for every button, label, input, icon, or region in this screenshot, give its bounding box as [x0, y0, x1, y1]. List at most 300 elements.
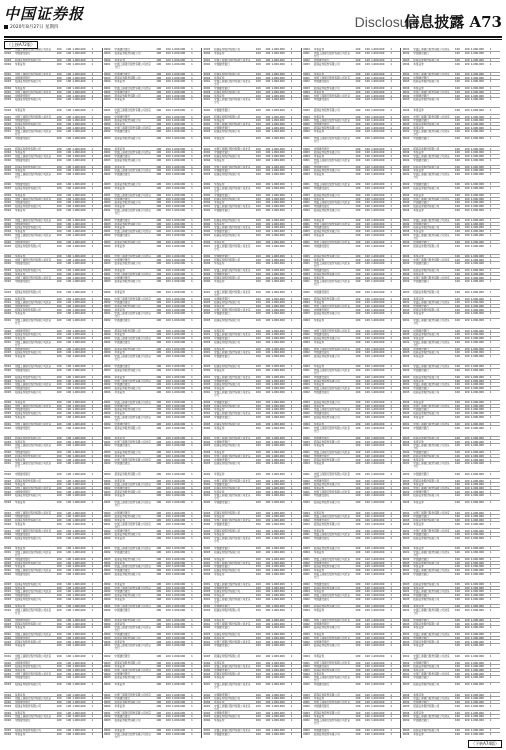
table-cell: 100 — [364, 583, 370, 587]
table-row — [303, 52, 401, 59]
table-cell: 100 — [455, 155, 460, 159]
table-cell: 招商证券股份有限公司 — [413, 537, 440, 541]
table-cell: 1 — [390, 462, 392, 466]
table-cell: 100 — [355, 369, 361, 373]
table-cell: 华泰证券 — [214, 661, 225, 665]
table-cell: 1 — [191, 329, 193, 333]
table-row — [203, 608, 301, 618]
table-row — [4, 494, 102, 501]
table-cell: 100 — [265, 408, 271, 412]
table-cell: 100 — [165, 115, 171, 119]
table-cell: 100 — [165, 219, 171, 223]
table-cell: 1 — [191, 155, 193, 159]
table-cell: 华泰证券 — [413, 565, 424, 569]
table-cell: 中国工商银行股份有限公司北京 — [114, 565, 151, 569]
table-cell: 1 — [191, 230, 193, 234]
table-cell: 1,000,000 — [171, 565, 186, 569]
table-cell: 100 — [56, 672, 62, 676]
table-cell: 100 — [364, 369, 370, 373]
table-cell: 中国工商银行股份有限公司北京 — [313, 636, 351, 640]
table-cell: 0004 — [203, 280, 211, 284]
table-cell: 1 — [489, 412, 492, 416]
table-cell: 中国建设银行 — [313, 561, 330, 565]
table-cell: 100 — [464, 618, 470, 622]
table-cell: 100 — [156, 715, 162, 719]
table-cell: 100 — [464, 222, 470, 226]
table-cell: 0003 — [203, 422, 211, 426]
table-cell: 0001 — [4, 155, 11, 159]
table-cell: 100 — [255, 387, 261, 391]
table-cell: 100 — [355, 426, 361, 430]
table-cell: 0003 — [203, 48, 211, 52]
table-row — [4, 187, 102, 194]
table-cell: 1,000,000 — [470, 319, 484, 323]
table-cell: 中国建设银行 — [14, 51, 31, 55]
table-cell: 100 — [455, 244, 460, 248]
table-cell: 100 — [165, 187, 171, 191]
table-cell: 1,000,000 — [72, 276, 86, 280]
table-cell: 华泰证券 — [114, 494, 125, 498]
table-cell: 1 — [91, 436, 94, 440]
table-row — [402, 130, 500, 137]
table-cell: 1 — [91, 697, 94, 701]
table-cell: 1,000,000 — [271, 486, 285, 490]
table-cell: 1,000,000 — [271, 529, 285, 533]
table-cell: 100 — [355, 390, 361, 394]
table-cell: 1,000,000 — [371, 226, 385, 230]
table-cell: 中国建设银行 — [214, 194, 230, 198]
table-cell: 100 — [156, 518, 162, 522]
table-cell: 中国建设银行 — [413, 618, 429, 622]
table-cell: 0004 — [303, 529, 310, 533]
table-cell: 1,000,000 — [271, 547, 285, 551]
table-cell: 1,000,000 — [470, 130, 484, 134]
table-cell: 0004 — [203, 94, 211, 98]
table-cell: 0004 — [103, 244, 111, 248]
table-cell: 100 — [355, 408, 361, 412]
table-cell: 100 — [455, 233, 460, 237]
table-cell: 1 — [390, 337, 392, 340]
table-cell: 0002 — [303, 308, 310, 312]
table-cell: 1,000,000 — [171, 661, 186, 665]
table-cell: 0001 — [103, 297, 111, 301]
table-cell: 1,000,000 — [72, 426, 86, 430]
table-cell: 1,000,000 — [72, 155, 86, 159]
table-cell: 100 — [255, 62, 261, 66]
table-cell: 1 — [489, 483, 492, 487]
table-cell: 华泰证券 — [313, 633, 325, 637]
table-cell: 100 — [355, 522, 361, 526]
table-cell: 1 — [489, 518, 492, 522]
table-cell: 100 — [364, 290, 370, 294]
table-cell: 100 — [56, 90, 62, 94]
table-cell: 1,000,000 — [371, 58, 385, 62]
table-cell: 0004 — [402, 87, 410, 91]
table-cell: 1,000,000 — [271, 272, 285, 276]
table-cell: 100 — [355, 451, 361, 455]
table-cell: 0002 — [203, 626, 211, 630]
table-cell: 100 — [156, 668, 162, 672]
table-cell: 1,000,000 — [371, 304, 385, 308]
table-cell: 华泰证券 — [413, 230, 424, 234]
table-cell: 100 — [364, 208, 370, 212]
table-cell: 1,000,000 — [171, 269, 186, 273]
table-cell: 100 — [255, 169, 261, 173]
table-cell: 1 — [191, 661, 193, 665]
table-cell: 100 — [255, 558, 261, 562]
table-cell: 1,000,000 — [271, 490, 285, 494]
table-cell: 0002 — [4, 280, 11, 284]
table-cell: 1,000,000 — [171, 390, 186, 394]
table-cell: 100 — [165, 668, 171, 672]
table-cell: 1 — [290, 590, 293, 594]
table-cell: 100 — [355, 219, 361, 223]
table-cell: 1,000,000 — [271, 48, 285, 52]
table-cell: 1 — [290, 201, 293, 205]
table-cell: 0002 — [303, 80, 310, 84]
table-cell: 1,000,000 — [72, 454, 86, 458]
table-cell: 0004 — [402, 62, 410, 66]
table-cell: 100 — [56, 222, 62, 226]
table-cell: 1 — [489, 337, 492, 340]
table-cell: 1,000,000 — [271, 483, 285, 487]
table-cell: 1,000,000 — [72, 404, 86, 408]
table-cell: 0004 — [4, 604, 11, 608]
table-cell: 0002 — [402, 472, 410, 476]
table-cell: 1,000,000 — [171, 147, 186, 151]
table-cell: 0001 — [303, 472, 310, 476]
table-cell: 0002 — [103, 422, 111, 426]
table-row — [402, 462, 500, 472]
table-cell: 1 — [489, 565, 492, 569]
table-cell: 1,000,000 — [271, 351, 285, 355]
table-cell: 中国工商银行股份有限公司北京 — [14, 115, 52, 119]
table-cell: 1 — [489, 551, 492, 555]
table-cell: 中国建设银行 — [214, 522, 230, 526]
table-cell: 100 — [464, 98, 470, 102]
table-cell: 100 — [165, 387, 171, 391]
table-cell: 100 — [455, 340, 460, 344]
table-cell: 1 — [91, 490, 94, 494]
table-cell: 100 — [464, 594, 470, 598]
table-cell: 华泰证券 — [114, 479, 125, 483]
table-cell: 1 — [290, 226, 293, 230]
table-cell: 1,000,000 — [271, 494, 285, 498]
table-cell: 招商证券股份有限公司 — [313, 733, 340, 737]
table-cell: 1 — [91, 201, 94, 205]
table-cell: 0001 — [103, 586, 111, 590]
table-cell: 华泰证券 — [114, 683, 125, 687]
table-cell: 1,000,000 — [470, 401, 484, 405]
table-cell: 100 — [255, 98, 261, 102]
table-cell: 1 — [191, 383, 193, 387]
table-cell: 0003 — [203, 697, 211, 701]
table-cell: 1,000,000 — [371, 586, 385, 590]
table-cell: 0004 — [303, 654, 310, 658]
table-cell: 100 — [464, 387, 470, 391]
table-cell: 100 — [66, 472, 72, 476]
table-cell: 中国工商银行股份有限公司北京 — [14, 529, 52, 533]
table-cell: 100 — [165, 226, 171, 230]
table-row — [4, 137, 102, 147]
table-cell: 100 — [464, 608, 470, 612]
table-cell: 1,000,000 — [171, 347, 186, 351]
table-cell: 中国工商银行股份有限公司北京 — [313, 240, 351, 244]
table-cell: 0002 — [4, 262, 11, 266]
table-cell: 0002 — [203, 230, 211, 234]
table-cell: 中国工商银行股份有限公司北京 — [413, 72, 450, 76]
table-cell: 1 — [390, 319, 392, 323]
table-cell: 100 — [364, 155, 370, 159]
table-cell: 0003 — [4, 58, 11, 62]
table-row — [203, 522, 301, 529]
table-cell: 中国建设银行 — [14, 572, 31, 576]
table-cell: 1 — [91, 230, 94, 234]
table-cell: 0002 — [402, 240, 410, 244]
table-cell: 华泰证券 — [214, 262, 225, 266]
table-cell: 100 — [464, 94, 470, 98]
table-cell: 100 — [56, 197, 62, 201]
table-cell: 1 — [390, 626, 392, 630]
table-cell: 0004 — [402, 501, 410, 505]
table-cell: 100 — [66, 586, 72, 590]
table-cell: 华泰证券 — [14, 312, 26, 316]
table-cell: 100 — [66, 661, 72, 665]
table-cell: 100 — [265, 483, 271, 487]
table-cell: 100 — [364, 486, 370, 490]
table-cell: 1 — [489, 280, 492, 284]
table-cell: 100 — [165, 572, 171, 576]
table-cell: 100 — [255, 668, 261, 672]
table-cell: 1,000,000 — [171, 165, 186, 169]
table-cell: 1,000,000 — [72, 340, 86, 344]
table-cell: 1 — [290, 618, 293, 622]
table-row — [104, 626, 202, 633]
table-cell: 1 — [290, 355, 293, 359]
table-cell: 1,000,000 — [371, 301, 385, 305]
table-cell: 1 — [191, 569, 193, 573]
table-cell: 1,000,000 — [72, 301, 86, 305]
table-cell: 100 — [464, 201, 470, 205]
table-cell: 1,000,000 — [271, 408, 285, 412]
table-cell: 招商证券股份有限公司 — [114, 472, 141, 476]
table-cell: 100 — [255, 58, 261, 62]
table-cell: 100 — [464, 165, 470, 169]
table-cell: 招商证券股份有限公司 — [14, 165, 41, 169]
table-cell: 100 — [455, 337, 460, 340]
table-cell: 100 — [464, 258, 470, 262]
table-cell: 100 — [66, 683, 72, 687]
table-cell: 100 — [165, 665, 171, 669]
table-cell: 1,000,000 — [271, 319, 285, 323]
table-cell: 1 — [91, 187, 94, 191]
table-cell: 1 — [390, 594, 392, 598]
table-cell: 100 — [364, 719, 370, 723]
table-cell: 100 — [66, 486, 72, 490]
table-row — [104, 676, 202, 683]
table-cell: 0003 — [402, 622, 410, 626]
table-cell: 0002 — [203, 62, 211, 66]
table-cell: 100 — [66, 87, 72, 91]
table-cell: 100 — [66, 640, 72, 644]
table-cell: 1,000,000 — [371, 147, 385, 151]
table-cell: 1 — [91, 676, 94, 680]
table-cell: 100 — [165, 80, 171, 84]
table-cell: 0001 — [103, 644, 111, 648]
table-cell: 100 — [455, 355, 460, 359]
table-cell: 1,000,000 — [171, 511, 186, 515]
table-cell: 1 — [91, 608, 94, 612]
table-row — [402, 494, 500, 501]
table-cell: 0001 — [303, 387, 310, 391]
table-row — [203, 173, 301, 183]
table-cell: 1,000,000 — [72, 183, 86, 187]
table-cell: 100 — [364, 173, 370, 177]
table-cell: 0001 — [402, 462, 410, 466]
table-cell: 中国建设银行 — [214, 483, 230, 487]
table-cell: 100 — [364, 569, 370, 573]
table-cell: 1,000,000 — [171, 729, 186, 733]
table-cell: 0001 — [402, 383, 410, 387]
table-cell: 1,000,000 — [470, 269, 484, 273]
table-row — [303, 644, 401, 654]
table-cell: 100 — [66, 48, 72, 52]
table-cell: 1,000,000 — [470, 62, 484, 66]
table-cell: 0002 — [303, 290, 310, 294]
table-cell: 1 — [91, 379, 94, 383]
table-cell: 100 — [364, 62, 370, 66]
table-cell: 0004 — [103, 479, 111, 483]
table-cell: 100 — [355, 715, 361, 719]
table-cell: 100 — [455, 347, 460, 351]
table-cell: 100 — [165, 472, 171, 476]
table-cell: 100 — [56, 312, 62, 316]
table-cell: 中国建设银行 — [313, 147, 330, 151]
table-cell: 0001 — [203, 390, 211, 394]
table-cell: 0004 — [303, 155, 310, 159]
table-cell: 1 — [390, 529, 392, 533]
table-cell: 100 — [165, 422, 171, 426]
table-cell: 中国工商银行股份有限公司北京 — [14, 569, 52, 573]
table-cell: 中国建设银行 — [313, 622, 330, 626]
table-cell: 华泰证券 — [413, 458, 424, 462]
table-cell: 100 — [255, 233, 261, 237]
table-cell: 0002 — [103, 301, 111, 305]
table-row — [203, 108, 301, 115]
table-cell: 1 — [290, 280, 293, 284]
table-cell: 招商证券股份有限公司 — [114, 262, 141, 266]
table-cell: 100 — [165, 415, 171, 419]
table-cell: 100 — [364, 436, 370, 440]
table-cell: 中国工商银行股份有限公司北京 — [14, 48, 52, 52]
table-cell: 100 — [56, 355, 62, 359]
table-cell: 1,000,000 — [470, 618, 484, 622]
table-row — [104, 644, 202, 654]
table-cell: 100 — [464, 226, 470, 230]
table-cell: 中国工商银行股份有限公司北京 — [413, 529, 450, 533]
table-cell: 0002 — [103, 654, 111, 658]
table-cell: 100 — [455, 440, 460, 444]
table-cell: 1,000,000 — [72, 661, 86, 665]
table-cell: 100 — [255, 355, 261, 359]
table-cell: 100 — [66, 297, 72, 301]
table-cell: 100 — [156, 522, 162, 526]
table-cell: 0004 — [103, 98, 111, 102]
table-cell: 0002 — [103, 219, 111, 223]
table-cell: 100 — [165, 201, 171, 205]
table-cell: 1 — [390, 258, 392, 262]
table-cell: 1,000,000 — [371, 594, 385, 598]
table-cell: 1 — [290, 262, 293, 266]
table-cell: 0002 — [103, 511, 111, 515]
table-cell: 华泰证券 — [413, 194, 424, 198]
table-cell: 1,000,000 — [371, 561, 385, 565]
table-cell: 1 — [191, 87, 193, 91]
table-cell: 100 — [364, 529, 370, 533]
table-cell: 100 — [56, 390, 62, 394]
table-cell: 100 — [265, 280, 271, 284]
table-cell: 招商证券股份有限公司 — [413, 583, 440, 587]
table-cell: 1,000,000 — [371, 451, 385, 455]
table-cell: 100 — [265, 297, 271, 301]
table-cell: 1 — [290, 490, 293, 494]
table-cell: 100 — [265, 515, 271, 519]
table-cell: 华泰证券 — [413, 547, 424, 551]
table-cell: 100 — [56, 401, 62, 405]
table-cell: 100 — [165, 230, 171, 234]
table-cell: 100 — [265, 351, 271, 355]
table-cell: 100 — [455, 329, 460, 333]
table-cell: 0003 — [203, 569, 211, 573]
table-cell: 1 — [390, 590, 392, 594]
table-cell: 0001 — [203, 376, 211, 380]
table-cell: 0003 — [303, 272, 310, 276]
table-cell: 中国工商银行股份有限公司北京 — [413, 422, 450, 426]
table-cell: 100 — [265, 269, 271, 273]
table-cell: 1 — [191, 518, 193, 522]
table-cell: 100 — [156, 483, 162, 487]
table-cell: 100 — [355, 376, 361, 380]
table-cell: 1 — [191, 276, 193, 280]
table-row — [402, 187, 500, 194]
table-cell: 1 — [390, 711, 392, 715]
table-cell: 100 — [66, 272, 72, 276]
table-cell: 1 — [91, 240, 94, 244]
table-cell: 100 — [265, 586, 271, 590]
table-cell: 100 — [464, 90, 470, 94]
table-cell: 1,000,000 — [371, 479, 385, 483]
table-cell: 100 — [156, 155, 162, 159]
table-cell: 100 — [265, 201, 271, 205]
table-cell: 华泰证券 — [214, 183, 225, 187]
table-cell: 100 — [355, 122, 361, 126]
table-cell: 100 — [265, 697, 271, 701]
table-cell: 0003 — [4, 583, 11, 587]
table-cell: 100 — [165, 254, 171, 258]
table-cell: 1,000,000 — [371, 230, 385, 234]
table-cell: 100 — [464, 408, 470, 412]
table-cell: 1,000,000 — [72, 440, 86, 444]
table-cell: 100 — [156, 719, 162, 723]
table-cell: 1,000,000 — [371, 518, 385, 522]
table-cell: 0003 — [303, 440, 310, 444]
table-cell: 100 — [364, 676, 370, 680]
table-cell: 华泰证券 — [14, 108, 26, 112]
table-cell: 100 — [464, 276, 470, 280]
table-cell: 100 — [165, 258, 171, 262]
table-cell: 1 — [489, 115, 492, 119]
table-cell: 100 — [355, 351, 361, 355]
